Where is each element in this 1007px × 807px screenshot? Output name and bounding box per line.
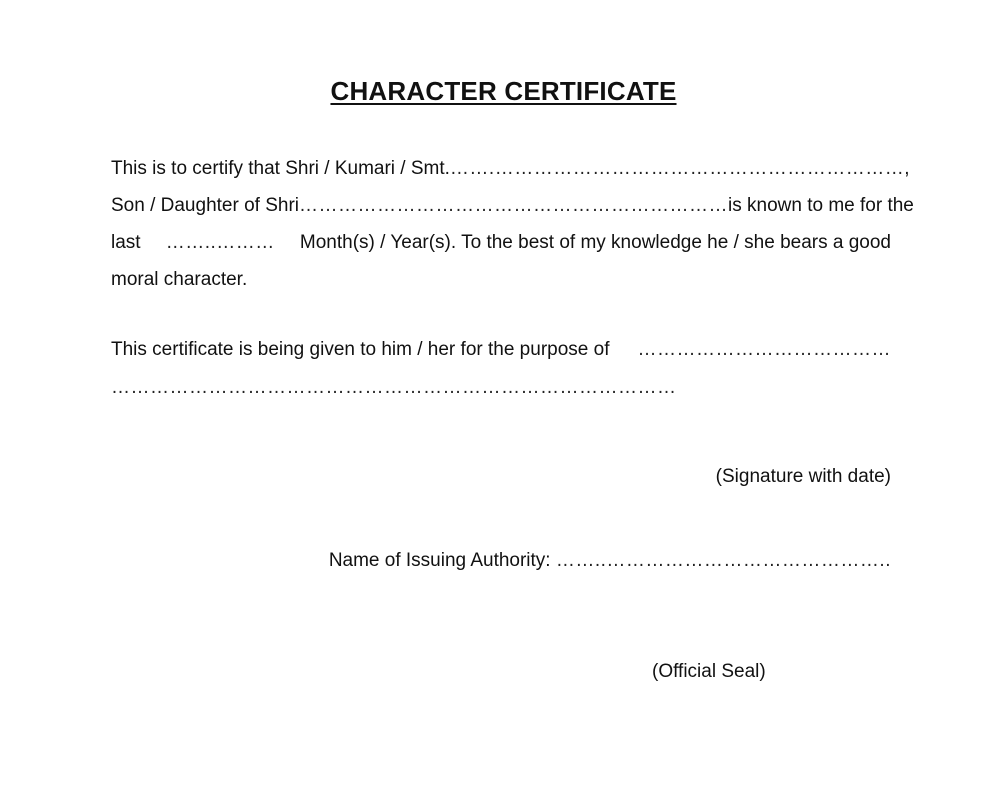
authority-blank: ……..…………………………………….. bbox=[555, 550, 891, 571]
certify-text: This is to certify that Shri / Kumari / Smt. bbox=[111, 158, 450, 179]
official-seal-label: (Official Seal) bbox=[652, 661, 766, 682]
parent-line bbox=[111, 187, 914, 224]
purpose-line bbox=[111, 331, 891, 369]
duration-line bbox=[111, 224, 891, 261]
known-text: is known to me for the bbox=[728, 195, 914, 216]
parent-name-blank: ………………………………………………………… bbox=[299, 195, 728, 216]
issuing-authority bbox=[329, 546, 891, 576]
purpose-text: This certificate is being given to him / her for the purpose of bbox=[111, 339, 610, 360]
certification-paragraph bbox=[111, 150, 914, 298]
name-blank: …….……………………………………………………… bbox=[449, 158, 905, 179]
last-text: last bbox=[111, 232, 141, 253]
purpose-paragraph bbox=[111, 331, 891, 407]
authority-label: Name of Issuing Authority: bbox=[328, 550, 556, 571]
duration-text: Month(s) / Year(s). To the best of my knowledge he / she bears a good bbox=[299, 232, 891, 253]
certify-comma: , bbox=[904, 158, 910, 179]
moral-text: moral character. bbox=[111, 269, 248, 290]
duration-blank: ……..……… bbox=[165, 232, 275, 253]
purpose-continuation-line bbox=[111, 369, 891, 407]
certify-line bbox=[111, 150, 910, 187]
purpose-blank: ………………………………… bbox=[637, 339, 891, 360]
purpose-blank-continued: …………………………………………………………………………… bbox=[111, 377, 677, 398]
page-title: CHARACTER CERTIFICATE bbox=[330, 76, 677, 106]
signature-label: (Signature with date) bbox=[715, 466, 891, 487]
moral-line bbox=[111, 261, 891, 298]
parent-text: Son / Daughter of Shri bbox=[111, 195, 299, 216]
